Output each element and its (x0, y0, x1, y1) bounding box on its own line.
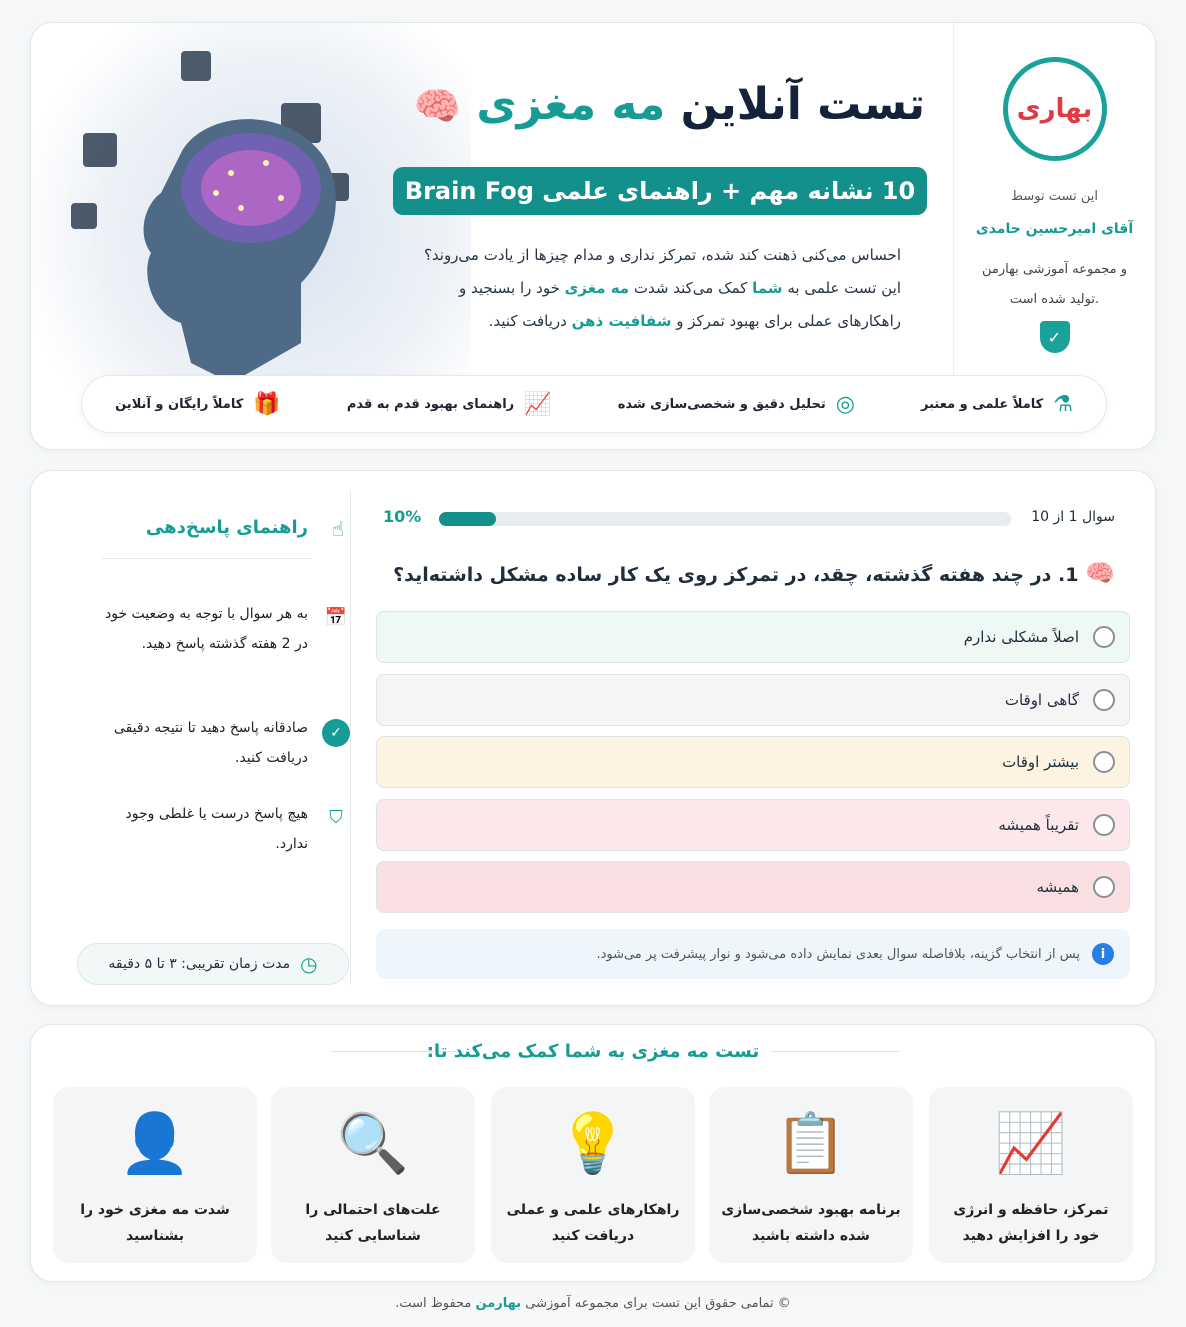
feature-item: ⚗ کاملاً علمی و معتبر (921, 391, 1073, 417)
answer-option[interactable]: بیشتر اوقات (376, 736, 1130, 788)
progress-percent: 10% (383, 507, 422, 526)
feature-item: 🎁 کاملاً رایگان و آنلاین (115, 391, 281, 417)
flask-icon: ⚗ (1053, 391, 1073, 417)
duration-badge: ◷ مدت زمان تقریبی: ۳ تا ۵ دقیقه (77, 943, 349, 985)
subtitle-badge: 10 نشانه مهم + راهنمای علمی Brain Fog (393, 167, 927, 215)
answer-option[interactable]: گاهی اوقات (376, 674, 1130, 726)
page-title: تست آنلاین مه مغزی 🧠 (413, 79, 925, 130)
hero-card (30, 22, 1156, 450)
lightbulb-icon: 💡 (556, 1109, 630, 1177)
radio-button[interactable] (1093, 626, 1115, 648)
benefits-card (30, 1024, 1156, 1282)
answer-option[interactable]: تقریباً همیشه (376, 799, 1130, 851)
guide-tip: به هر سوال با توجه به وضعیت خود در 2 هفته گذشته پاسخ دهید. (104, 606, 308, 652)
pointer-hand-icon: ☝ (331, 517, 344, 541)
calendar-icon: 📅 (324, 606, 348, 628)
head-brain-icon: 👤 (118, 1109, 192, 1177)
progress-bar-fill (439, 512, 496, 526)
radio-button[interactable] (1093, 689, 1115, 711)
guide-tip: هیچ پاسخ درست یا غلطی وجود ندارد. (125, 806, 308, 852)
question-text: 🧠 1. در چند هفته گذشته، چقد، در تمرکز روی یک کار ساده مشکل داشته‌اید؟ (393, 559, 1115, 587)
answer-option[interactable]: اصلاً مشکلی ندارم (376, 611, 1130, 663)
checklist-icon: 📋 (774, 1109, 848, 1177)
benefits-heading: تست مه مغزی به شما کمک می‌کند تا: (426, 1041, 760, 1062)
brain-emoji-icon: 🧠 (1085, 559, 1115, 587)
progress-label: سوال 1 از 10 (1031, 509, 1115, 525)
quiz-card (30, 470, 1156, 1006)
feature-item: ◎ تحلیل دقیق و شخصی‌سازی شده (617, 391, 855, 417)
magnifier-brain-icon: 🔍 (336, 1109, 410, 1177)
info-note: i پس از انتخاب گزینه، بلافاصله سوال بعدی نمایش داده می‌شود و نوار پیشرفت پر می‌شود. (376, 929, 1130, 979)
answer-option[interactable]: همیشه (376, 861, 1130, 913)
guide-tip: صادقانه پاسخ دهید تا نتیجه دقیقی دریافت کنید. (113, 720, 308, 766)
info-icon: i (1092, 943, 1114, 965)
guide-title: راهنمای پاسخ‌دهی (145, 517, 308, 538)
brain-emoji-icon: 🧠 (413, 84, 461, 128)
gift-icon: 🎁 (253, 391, 281, 417)
author-panel: بهاری این تست توسط آقای امیرحسین حامدی و مجموعه آموزشی بهارمن تولید شده است. ✓ (953, 23, 1155, 393)
check-circle-icon: ✓ (322, 719, 350, 747)
target-icon: ◎ (835, 391, 855, 417)
chart-up-icon: 📈 (524, 391, 552, 417)
progress-bar (439, 512, 1011, 526)
benefit-card: 👤 شدت مه مغزی خود را بشناسید (53, 1087, 257, 1263)
clock-icon: ◷ (300, 952, 318, 976)
verified-shield-icon: ✓ (1040, 321, 1070, 353)
guide-panel (53, 491, 351, 985)
radio-button[interactable] (1093, 751, 1115, 773)
radio-button[interactable] (1093, 876, 1115, 898)
author-name: آقای امیرحسین حامدی (975, 221, 1134, 237)
bahari-logo: بهاری (1003, 57, 1107, 161)
features-bar (81, 375, 1107, 433)
benefit-card: 📋 برنامه بهبود شخصی‌سازی شده داشته باشید (709, 1087, 913, 1263)
feature-item: 📈 راهنمای بهبود قدم به قدم (346, 391, 552, 417)
benefit-card: 💡 راهکارهای علمی و عملی دریافت کنید (491, 1087, 695, 1263)
radio-button[interactable] (1093, 814, 1115, 836)
growth-chart-icon: 📈 (994, 1109, 1068, 1177)
footer-copyright: © تمامی حقوق این تست برای مجموعه آموزشی بهارمن محفوظ است. (395, 1296, 791, 1311)
intro-text: احساس می‌کنی ذهنت کند شده، تمرکز نداری و مدام چیزها از یادت می‌روند؟ این تست علمی به شما کمک می‌کند شدت مه مغزی خود را بسنجید و راهکارهای عملی برای بهبود تمرکز و شفافیت ذهن دریافت کنید. (423, 246, 901, 330)
shield-check-icon: ⛉ (329, 806, 343, 828)
benefit-card: 📈 تمرکز، حافظه و انرژی خود را افزایش دهید (929, 1087, 1133, 1263)
benefit-card: 🔍 علت‌های احتمالی را شناسایی کنید (271, 1087, 475, 1263)
